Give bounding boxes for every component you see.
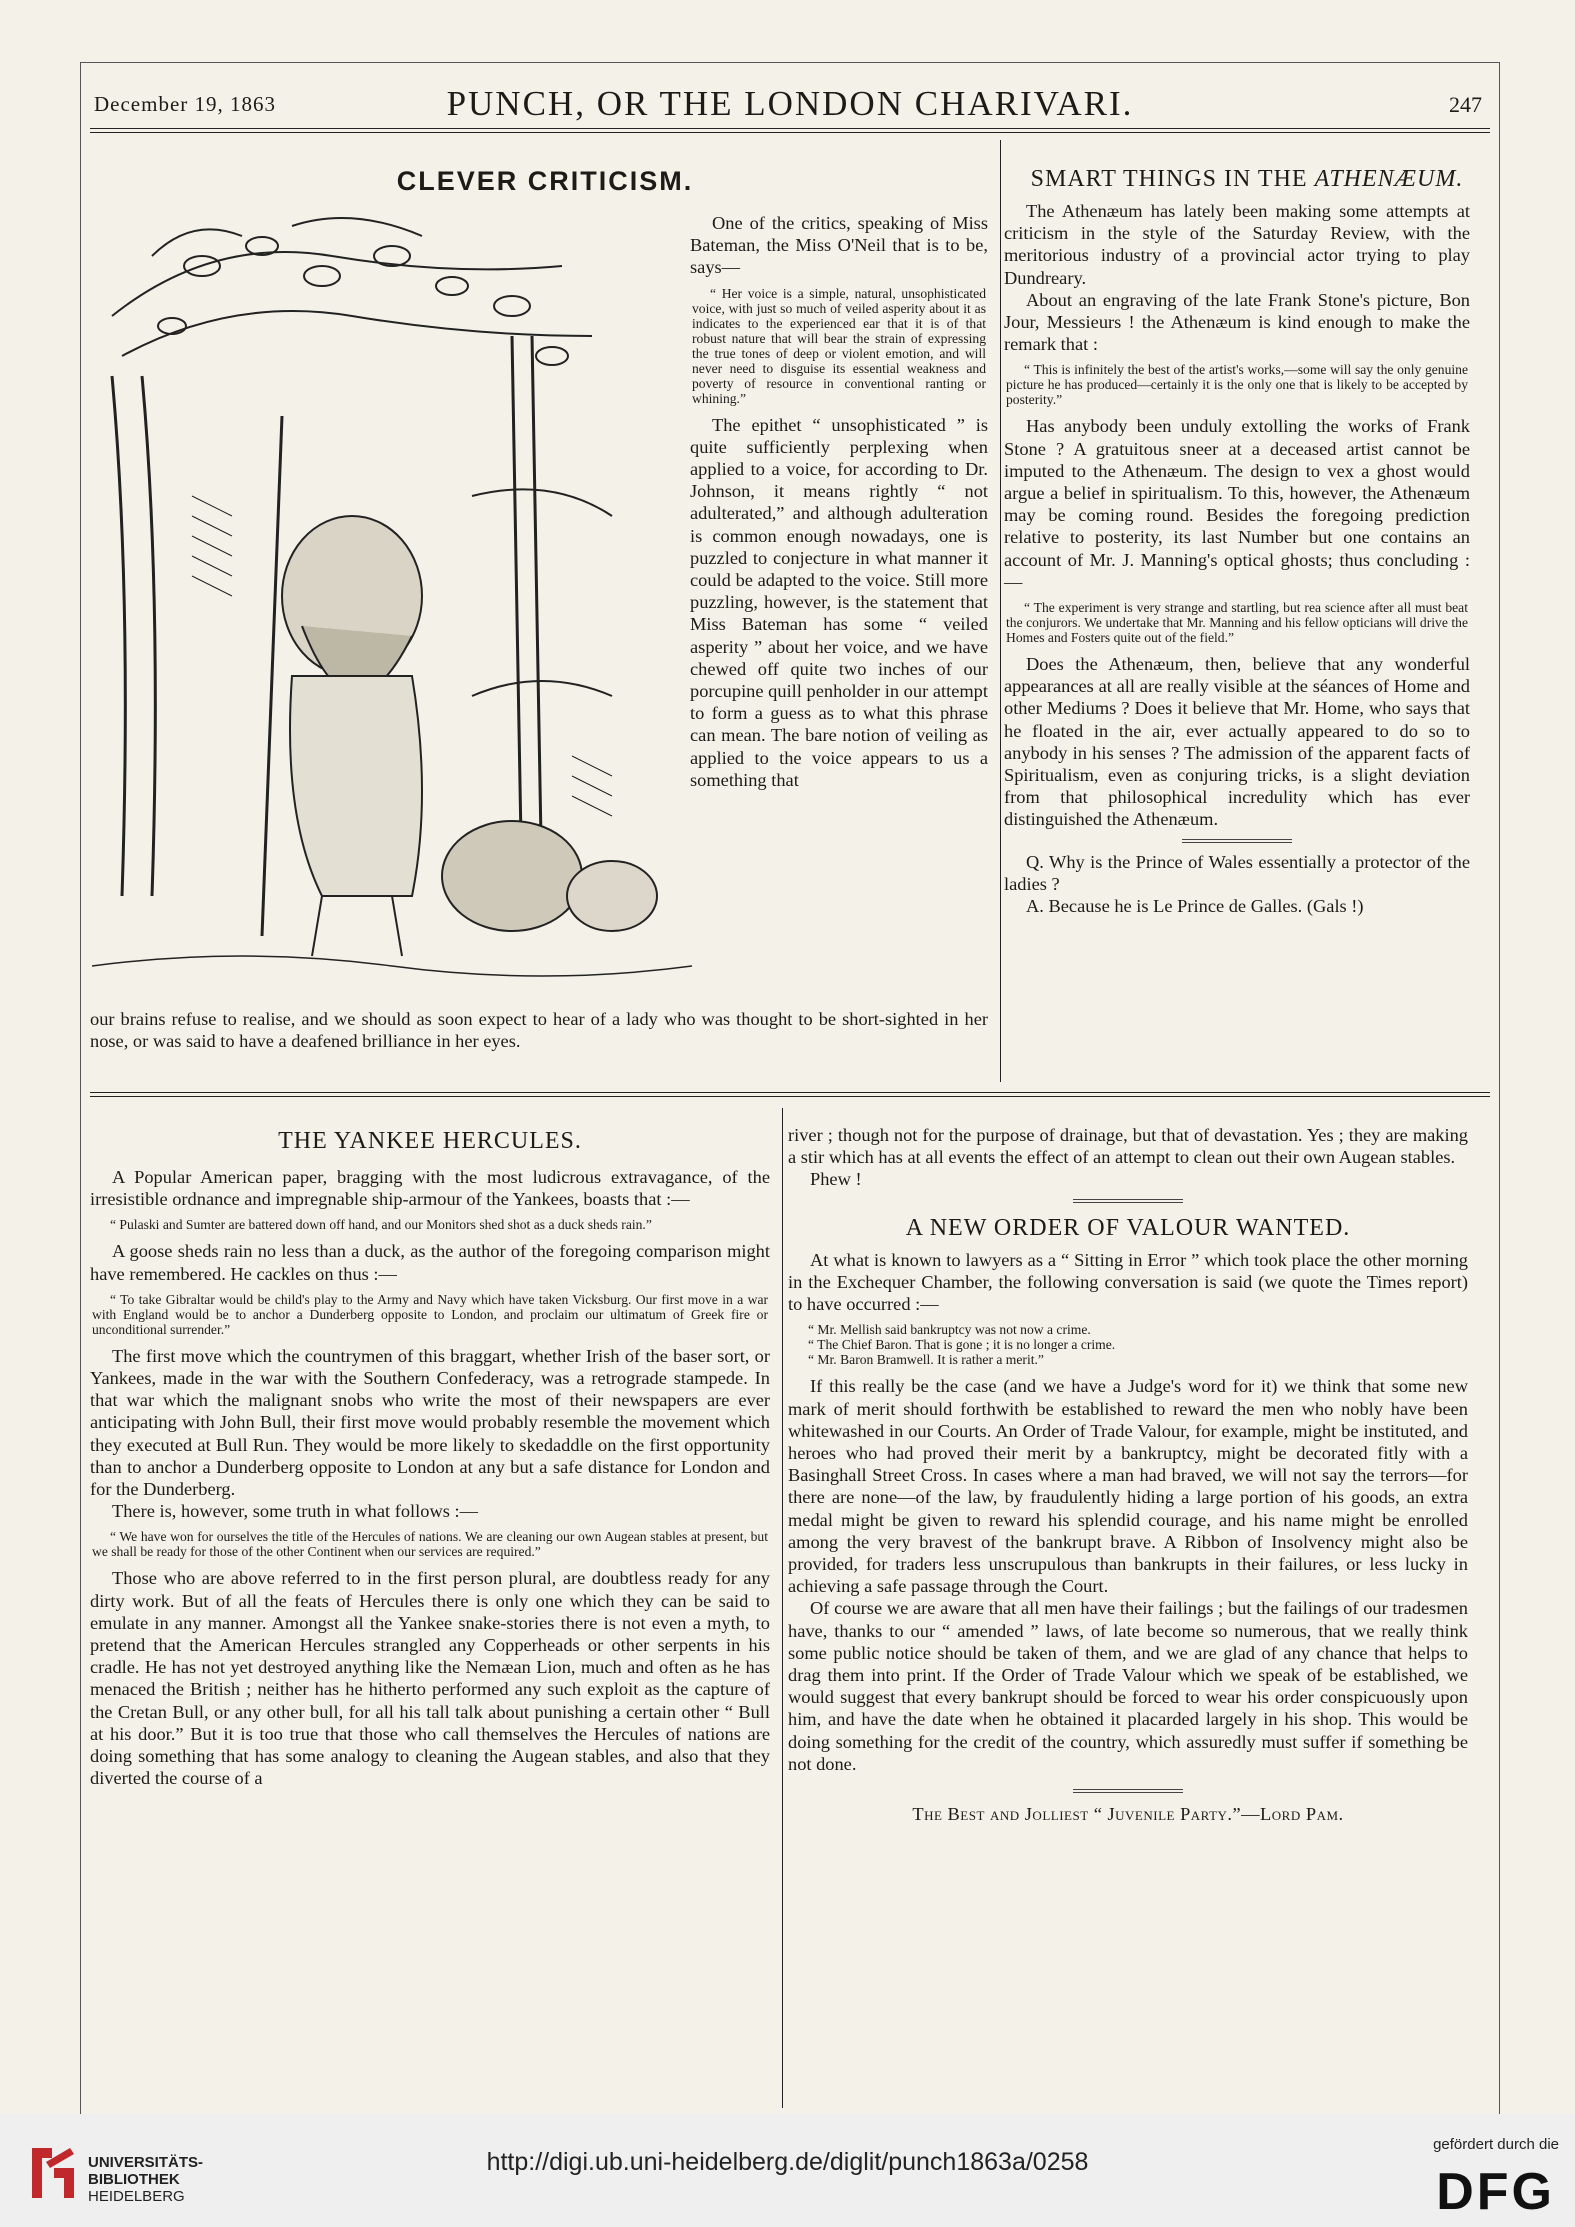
clever-criticism-text-bottom: [90, 1008, 988, 1052]
yankee-quote-1: “ Pulaski and Sumter are battered down off hand, and our Monitors shed shot as a duck sheds rain.”: [110, 1217, 652, 1233]
digital-library-footer: [0, 2114, 1575, 2227]
riddle-question: Q. Why is the Prince of Wales essentially a protector of the ladies ?: [1004, 851, 1470, 894]
cartoon-illustration: [92, 196, 692, 996]
column-divider-bottom: [782, 1108, 783, 2108]
clever-criticism-text-right: [690, 212, 988, 791]
valour-paragraph-2: If this really be the case (and we have a Judge's word for it) we think that some new mark of merit should forthwith be established to reward the men who nobly have been whitewashed in our Courts. An Order of Trade Valour, for example, might be instituted, and heroes who had proved their merit by a bankruptcy, might be decorated fitly with a Basinghall Street Cross. In cases where a man had braved, we will not say the terrors—for there are none—of the law, by fraudulently hiding a large portion of his goods, an extra medal might be given to reward his splendid courage, and his name might be enrolled among the very bravest of the bankrupt brave. A Ribbon of Insolvency might also be provided, for traders less unscrupulous than bankrupts in their failures, or less lucky in achieving a safe passage through the Court.: [788, 1376, 1468, 1597]
smart-title-athenaeum: ATHENÆUM.: [1314, 166, 1464, 192]
section-rule: [90, 1092, 1490, 1097]
clever-quote: “ Her voice is a simple, natural, unsophisticated voice, with just so much of veiled asperity about it as indicates to the experienced ear that it is of that robust nature that will bear the strain of expressing the true tones of deep or violent emotion, and will never need to disguise its essential weakness and poverty of resource in conventional ranting or whining.”: [692, 285, 986, 406]
source-url-link[interactable]: http://digi.ub.uni-heidelberg.de/diglit/punch1863a/0258: [486, 2148, 1089, 2176]
library-line-1: UNIVERSITÄTS-: [88, 2154, 204, 2171]
yankee-quote-2: “ To take Gibraltar would be child's play to the Army and Navy which have taken Vicksburg. Our first move in a war with England would be to anchor a Dunderberg opposite to London, and proclaim our ultimatum of Greek fire or unconditional surrender.”: [92, 1291, 768, 1337]
smart-title-text: SMART THINGS IN THE: [1030, 166, 1315, 192]
yankee-paragraph-7: Phew !: [810, 1169, 862, 1190]
clever-paragraph-1: One of the critics, speaking of Miss Bateman, the Miss O'Neil that is to be, says—: [690, 213, 988, 278]
dfg-logo: DFG: [1436, 2163, 1555, 2221]
header-rule: [90, 128, 1490, 133]
column-divider-top: [1000, 140, 1001, 1082]
library-line-3: HEIDELBERG: [88, 2188, 185, 2205]
page-header: [90, 84, 1490, 124]
smart-paragraph-4: Does the Athenæum, then, believe that any wonderful appearances at all are really visible at the séances of Home and other Mediums ? Does it believe that Mr. Home, who says that he floated in the air, ever actually appeared to do so to anybody in his senses ? The admission of the apparent facts of Spiritualism, even as conjuring tricks, is a slight deviation from that philosophical incredulity which has ever distinguished the Athenæum.: [1004, 654, 1470, 830]
yankee-paragraph-1: A Popular American paper, bragging with the most ludicrous extravagance, of the irresistible ordnance and impregnable ship-armour of the Yankees, boasts that :—: [90, 1167, 770, 1210]
smart-things-column: [1004, 200, 1470, 917]
separator: [1182, 839, 1292, 843]
issue-date: December 19, 1863: [94, 92, 277, 116]
valour-paragraph-3: Of course we are aware that all men have their failings ; but the failings of our tradesmen have, thanks to our “ amended ” laws, of late become so numerous, that we really think some public notice should be taken of them, and we are glad of any chance that helps to drag them into print. If the Order of Trade Valour which we speak of be established, we would suggest that every bankrupt should be forced to wear his order conspicuously upon him, and have the date when he obtained it placarded largely in his shop. This would be doing something for the credit of the country, which assuredly must suffer if something be not done.: [788, 1598, 1468, 1774]
clever-paragraph-2: The epithet “ unsophisticated ” is quite sufficiently perplexing when applied to a voice, for according to Dr. Johnson, it means rightly “ not adulterated,” and although adulteration is common enough nowadays, one is puzzled to conjecture in what manner it could be adapted to the voice. Still more puzzling, however, is the statement that Miss Bateman has some “ veiled asperity ” about her voice, and we have chewed off quite two inches of our porcupine quill penholder in our attempt to form a guess as to what this phrase can mean. The bare notion of veiling as applied to the voice appears to us a something that: [690, 414, 988, 790]
smart-paragraph-1: The Athenæum has lately been making some attempts at criticism in the style of the Saturday Review, with the meritorious industry of a provincial actor trying to play Dundreary.: [1004, 201, 1470, 288]
yankee-paragraph-6: river ; though not for the purpose of drainage, but that of devastation. Yes ; they are making a stir which has at all events the effect of an attempt to clean out their own Augean stables.: [788, 1125, 1468, 1168]
closing-line: The Best and Jolliest “ Juvenile Party.”—Lord Pam.: [912, 1804, 1344, 1825]
masthead-title: PUNCH, OR THE LONDON CHARIVARI.: [446, 84, 1134, 123]
funded-by-text: gefördert durch die: [1433, 2136, 1559, 2153]
separator: [1073, 1789, 1183, 1793]
right-column-bottom: [788, 1124, 1468, 1825]
yankee-quote-3: “ We have won for ourselves the title of the Hercules of nations. We are cleaning our own Augean stables at present, but we shall be ready for those of the other Continent when our services are required.”: [92, 1529, 768, 1560]
valour-paragraph-1: At what is known to lawyers as a “ Sitting in Error ” which took place the other morning in the Exchequer Chamber, the following conversation is said (we quote the Times report) to have occurred :—: [788, 1249, 1468, 1315]
page-number: 247: [1449, 92, 1482, 117]
yankee-hercules-title: THE YANKEE HERCULES.: [278, 1128, 582, 1154]
yankee-paragraph-4: There is, however, some truth in what follows :—: [112, 1501, 478, 1522]
library-line-2: BIBLIOTHEK: [88, 2171, 180, 2188]
riddle-answer: A. Because he is Le Prince de Galles. (Gals !): [1026, 896, 1364, 917]
smart-quote-2: “ The experiment is very strange and startling, but rea science after all must beat the conjurors. We undertake that Mr. Manning and his fellow opticians will drive the Homes and Fosters quite out of the field.”: [1006, 600, 1468, 646]
clever-criticism-title: CLEVER CRITICISM.: [396, 166, 694, 196]
smart-paragraph-2: About an engraving of the late Frank Stone's picture, Bon Jour, Messieurs ! the Athenæum is kind enough to make the remark that :: [1004, 289, 1470, 355]
yankee-paragraph-5: Those who are above referred to in the first person plural, are doubtless ready for any dirty work. But of all the feats of Hercules there is only one which they can be said to emulate in any manner. Amongst all the Yankee snake-stories there is not even a myth, to pretend that the American Hercules strangled any Copperheads or other serpents in his cradle. He has not yet destroyed anything like the Nemæan Lion, much and often as he has menaced the British ; neither has he hitherto performed any such exploit as the capture of the Cretan Bull, or any other bull, for all his tall talk about punishing a certain other “ Bull at his door.” But it is too true that those who call themselves the Hercules of nations are doing something that has some analogy to cleaning the Augean stables, and also that they diverted the course of a: [90, 1568, 770, 1789]
valour-title: A NEW ORDER OF VALOUR WANTED.: [905, 1214, 1351, 1241]
separator: [1073, 1199, 1183, 1203]
valour-quote-3: “ Mr. Baron Bramwell. It is rather a merit.”: [808, 1352, 1044, 1368]
yankee-paragraph-3: The first move which the countrymen of this braggart, whether Irish of the baser sort, or Yankees, made in the war with the Southern Confederacy, was a retrograde stampede. In that war which the malignant snobs who write the most of their newspapers are ever anticipating with John Bull, their first move would probably resemble the movement which they executed at Bull Run. They would be more likely to skedaddle on the first opportunity than to anchor a Dunderberg opposite to London at any but a safe distance for London and for the Dunderberg.: [90, 1345, 770, 1500]
smart-paragraph-3: Has anybody been unduly extolling the works of Frank Stone ? A gratuitous sneer at a deceased artist cannot be imputed to the Athenæum. The design to vex a ghost would argue a belief in spiritualism. To this, however, the Athenæum may be coming round. Besides the foregoing prediction relative to posterity, its last Number but one contains an account of Mr. J. Manning's optical ghosts; thus concluding :—: [1004, 416, 1470, 592]
valour-quote-1: “ Mr. Mellish said bankruptcy was not now a crime.: [808, 1322, 1091, 1338]
smart-quote-1: “ This is infinitely the best of the artist's works,—some will say the only genuine picture he has produced—certainly it is the only one that is likely to be accepted by posterity.”: [1006, 362, 1468, 408]
clever-paragraph-3: our brains refuse to realise, and we should as soon expect to hear of a lady who was thought to be short-sighted in her nose, or was said to have a deafened brilliance in her eyes.: [90, 1009, 988, 1052]
valour-quote-2: “ The Chief Baron. That is gone ; it is no longer a crime.: [808, 1337, 1116, 1353]
yankee-hercules-column: [90, 1166, 770, 1789]
yankee-paragraph-2: A goose sheds rain no less than a duck, as the author of the foregoing comparison might have remembered. He cackles on thus :—: [90, 1241, 770, 1284]
smart-things-title: [1004, 166, 1490, 193]
